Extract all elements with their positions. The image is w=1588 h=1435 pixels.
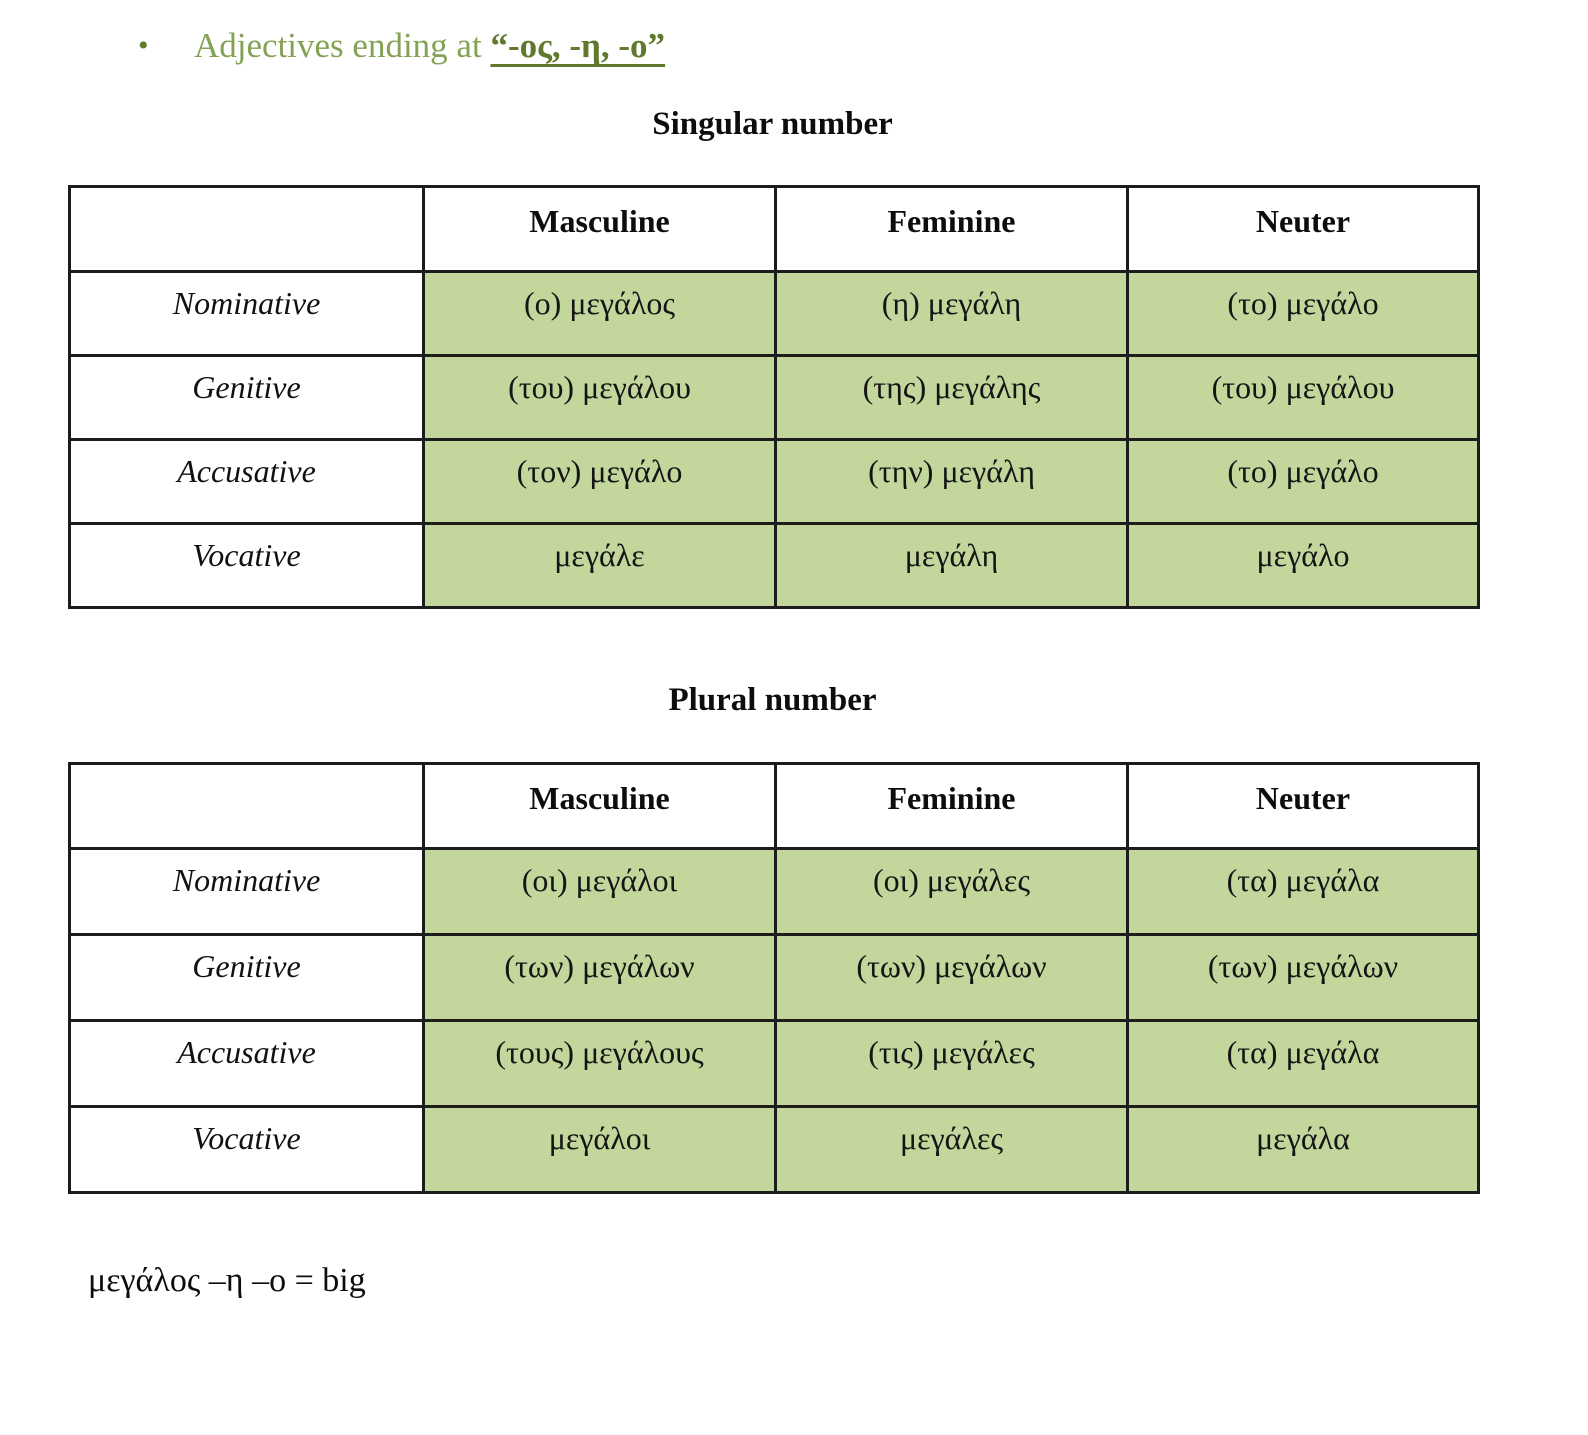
case-label: Genitive (70, 935, 424, 1021)
form-cell: (το) μεγάλο (1128, 440, 1479, 524)
form-cell: (του) μεγάλου (1128, 356, 1479, 440)
heading-text: Adjectives ending at (194, 26, 491, 65)
form-cell: (τις) μεγάλες (776, 1021, 1128, 1107)
form-cell: (το) μεγάλο (1128, 272, 1479, 356)
case-label: Nominative (70, 272, 424, 356)
form-cell: (την) μεγάλη (776, 440, 1128, 524)
case-label: Accusative (70, 1021, 424, 1107)
column-header-neuter: Neuter (1128, 187, 1479, 272)
table-row-nominative (70, 272, 1479, 356)
form-cell: (ο) μεγάλος (424, 272, 776, 356)
form-cell: (τα) μεγάλα (1128, 1021, 1479, 1107)
bullet-icon: • (138, 29, 149, 62)
form-cell: (η) μεγάλη (776, 272, 1128, 356)
plural-declension-table (68, 762, 1480, 1194)
form-cell: μεγάλη (776, 524, 1128, 608)
table-header-row (70, 764, 1479, 849)
column-header-masculine: Masculine (424, 764, 776, 849)
form-cell: (της) μεγάλης (776, 356, 1128, 440)
singular-declension-table (68, 185, 1480, 609)
form-cell: (τα) μεγάλα (1128, 849, 1479, 935)
singular-table-title: Singular number (652, 106, 893, 142)
case-label: Genitive (70, 356, 424, 440)
column-header-masculine: Masculine (424, 187, 776, 272)
case-label: Accusative (70, 440, 424, 524)
form-cell: μεγάλες (776, 1107, 1128, 1193)
corner-cell (70, 764, 424, 849)
form-cell: μεγάλοι (424, 1107, 776, 1193)
bullet-heading (138, 26, 665, 66)
form-cell: (οι) μεγάλοι (424, 849, 776, 935)
table-row-accusative (70, 1021, 1479, 1107)
heading-endings-underlined: “-ος, -η, -ο” (490, 26, 666, 65)
table-row-accusative (70, 440, 1479, 524)
form-cell: μεγάλο (1128, 524, 1479, 608)
table-row-nominative (70, 849, 1479, 935)
table-header-row (70, 187, 1479, 272)
table-row-genitive (70, 935, 1479, 1021)
form-cell: (του) μεγάλου (424, 356, 776, 440)
form-cell: (οι) μεγάλες (776, 849, 1128, 935)
plural-table-title: Plural number (668, 682, 877, 718)
form-cell: (των) μεγάλων (424, 935, 776, 1021)
table-row-vocative (70, 524, 1479, 608)
table-row-vocative (70, 1107, 1479, 1193)
case-label: Vocative (70, 1107, 424, 1193)
footer-note: μεγάλος –η –ο = big (88, 1262, 366, 1299)
form-cell: μεγάλα (1128, 1107, 1479, 1193)
column-header-feminine: Feminine (776, 187, 1128, 272)
corner-cell (70, 187, 424, 272)
form-cell: (τον) μεγάλο (424, 440, 776, 524)
column-header-feminine: Feminine (776, 764, 1128, 849)
table-row-genitive (70, 356, 1479, 440)
form-cell: (των) μεγάλων (1128, 935, 1479, 1021)
column-header-neuter: Neuter (1128, 764, 1479, 849)
case-label: Vocative (70, 524, 424, 608)
form-cell: (των) μεγάλων (776, 935, 1128, 1021)
case-label: Nominative (70, 849, 424, 935)
form-cell: (τους) μεγάλους (424, 1021, 776, 1107)
form-cell: μεγάλε (424, 524, 776, 608)
